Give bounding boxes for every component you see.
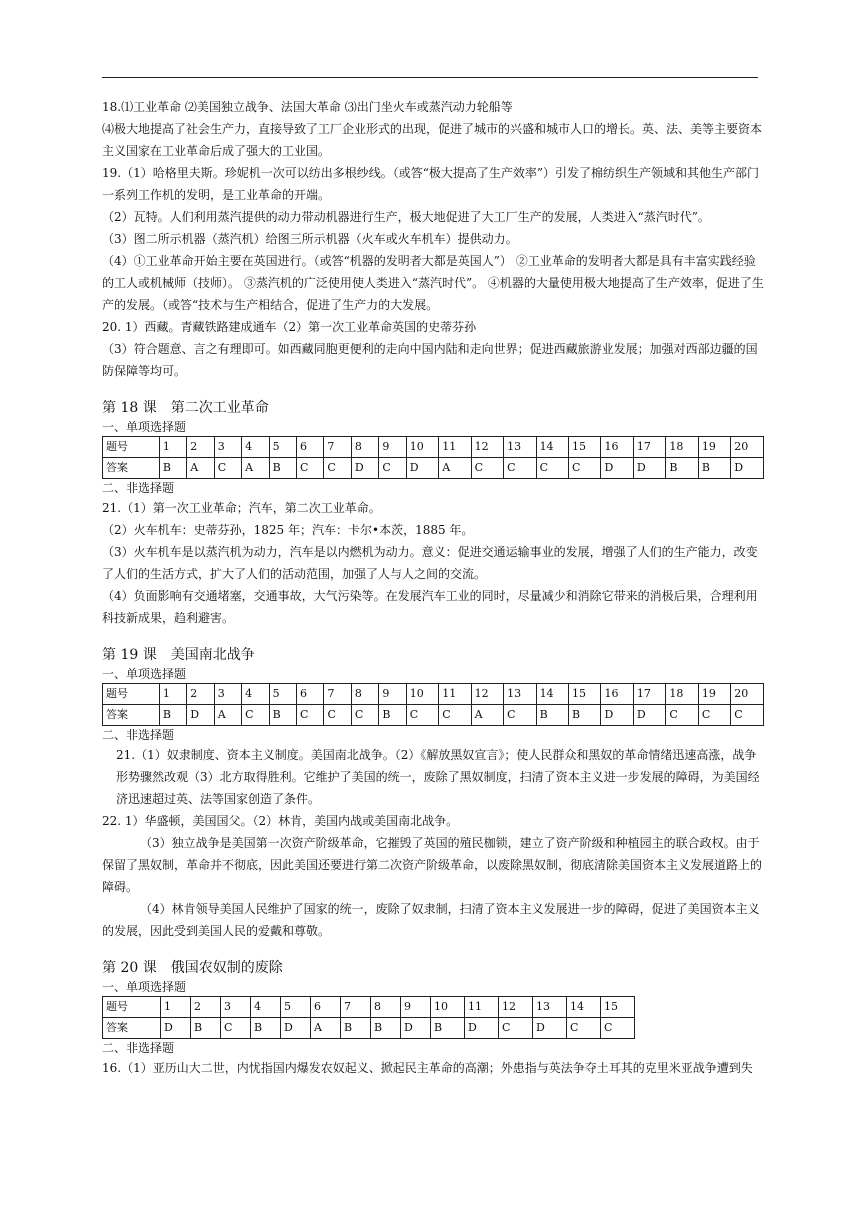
q-num: 8 <box>351 684 378 705</box>
answer-cell: A <box>471 705 503 726</box>
lesson-19-mc-title: 一、单项选择题 <box>102 667 187 681</box>
lesson-19-para-1: 21.（1）奴隶制度、资本主义制度。美国南北战争。（2）《解放黑奴宣言》；使人民群众和黑奴的革命情绪迅速高涨，战争形势骤然改观（3）北方取得胜利。它维护了美国的统一，废除了黑奴制度，扫清了资本主义进一步发展的障碍，为美国经济迅速超过英、法等国家创造了条件。 <box>116 748 760 806</box>
q-num: 6 <box>311 997 341 1018</box>
answer-cell: B <box>191 1018 221 1039</box>
row-label-question: 题号 <box>103 997 161 1018</box>
table-row-answers <box>103 705 764 726</box>
table-row-answers <box>103 458 764 479</box>
answer-cell: D <box>731 458 764 479</box>
answer-cell: B <box>341 1018 371 1039</box>
document-body <box>102 96 764 1079</box>
q19-para-2: （2）瓦特。人们利用蒸汽提供的动力带动机器进行生产，极大地促进了大工厂生产的发展，人类进入“蒸汽时代”。 <box>102 210 710 224</box>
answer-cell: C <box>297 705 324 726</box>
answer-cell: D <box>533 1018 567 1039</box>
table-row-numbers <box>103 684 764 705</box>
lesson-18-para-1: 21.（1）第一次工业革命；汽车，第二次工业革命。 <box>102 501 381 515</box>
q-num: 17 <box>633 437 665 458</box>
q-num: 13 <box>504 684 536 705</box>
q-num: 14 <box>567 997 601 1018</box>
q-num: 12 <box>471 437 503 458</box>
q-num: 11 <box>465 997 499 1018</box>
q-num: 1 <box>159 684 186 705</box>
answer-cell: D <box>351 458 378 479</box>
q-num: 10 <box>431 997 465 1018</box>
lesson-18-mc-title: 一、单项选择题 <box>102 420 187 434</box>
q-num: 12 <box>499 997 533 1018</box>
answer-cell: D <box>633 458 665 479</box>
lesson-20-answer-table <box>102 996 635 1039</box>
answer-cell: D <box>406 458 438 479</box>
answer-cell: A <box>439 458 471 479</box>
q-num: 12 <box>471 684 503 705</box>
q-num: 6 <box>297 684 324 705</box>
table-row-numbers <box>103 997 635 1018</box>
answer-cell: C <box>296 458 323 479</box>
q-num: 2 <box>187 684 214 705</box>
q-num: 3 <box>214 437 241 458</box>
answer-cell: D <box>601 705 633 726</box>
row-label-question: 题号 <box>103 437 160 458</box>
lesson-20-title: 第 20 课 俄国农奴制的废除 <box>102 960 283 976</box>
answer-cell: C <box>666 705 698 726</box>
q-num: 1 <box>161 997 191 1018</box>
answer-cell: C <box>324 458 351 479</box>
answer-cell: C <box>504 458 536 479</box>
answer-cell: C <box>221 1018 251 1039</box>
q19-para-1: 19.（1）哈格里夫斯。珍妮机一次可以纺出多根纱线。（或答“极大提高了生产效率”）引发了棉纺织生产领域和其他生产部门一系列工作机的发明，是工业革命的开端。 <box>102 166 759 202</box>
q-num: 5 <box>281 997 311 1018</box>
answer-cell: B <box>431 1018 465 1039</box>
q-num: 8 <box>371 997 401 1018</box>
q-num: 11 <box>439 684 471 705</box>
q-num: 15 <box>601 997 635 1018</box>
q-num: 20 <box>731 437 764 458</box>
lesson-19-para-2: 22. 1）华盛顿，美国国父。（2）林肯，美国内战或美国南北战争。 <box>102 814 459 828</box>
header-rule <box>102 77 758 78</box>
answer-cell: B <box>371 1018 401 1039</box>
answer-cell: C <box>379 458 406 479</box>
answer-cell: C <box>504 705 536 726</box>
q-num: 10 <box>406 437 438 458</box>
answer-cell: C <box>601 1018 635 1039</box>
q-num: 20 <box>731 684 764 705</box>
lesson-20-mc-title: 一、单项选择题 <box>102 980 187 994</box>
answer-cell: D <box>281 1018 311 1039</box>
q19-para-3: （3）图二所示机器（蒸汽机）给图三所示机器（火车或火车机车）提供动力。 <box>102 232 518 246</box>
answer-cell: B <box>698 458 730 479</box>
answer-cell: D <box>601 458 633 479</box>
q-num: 5 <box>269 437 296 458</box>
q-num: 5 <box>269 684 296 705</box>
q-num: 4 <box>251 997 281 1018</box>
answer-cell: A <box>187 458 214 479</box>
answer-cell: B <box>159 458 186 479</box>
q-num: 9 <box>401 997 431 1018</box>
lesson-18-title: 第 18 课 第二次工业革命 <box>102 400 269 416</box>
q20-para-2: （3）符合题意、言之有理即可。如西藏同胞更便利的走向中国内陆和走向世界；促进西藏旅游业发展；加强对西部边疆的国防保障等均可。 <box>102 342 758 378</box>
answer-cell: C <box>439 705 471 726</box>
q-num: 9 <box>379 684 406 705</box>
q-num: 11 <box>439 437 471 458</box>
answer-cell: D <box>401 1018 431 1039</box>
lesson-19-answer-table <box>102 683 764 726</box>
q-num: 19 <box>698 684 730 705</box>
q-num: 17 <box>633 684 665 705</box>
answer-cell: C <box>499 1018 533 1039</box>
answer-cell: C <box>214 458 241 479</box>
q-num: 14 <box>536 684 568 705</box>
answer-cell: B <box>666 458 698 479</box>
answer-cell: C <box>351 705 378 726</box>
answer-cell: B <box>269 705 296 726</box>
answer-cell: A <box>214 705 241 726</box>
answer-cell: B <box>159 705 186 726</box>
lesson-18-para-2: （2）火车机车：史蒂芬孙，1825 年；汽车：卡尔•本茨，1885 年。 <box>102 523 474 537</box>
lesson-18-para-4: （4）负面影响有交通堵塞，交通事故，大气污染等。在发展汽车工业的同时，尽量减少和消除它带来的消极后果，合理利用科技新成果，趋利避害。 <box>102 589 758 625</box>
table-row-numbers <box>103 437 764 458</box>
q-num: 18 <box>666 437 698 458</box>
answer-cell: C <box>567 1018 601 1039</box>
q-num: 3 <box>221 997 251 1018</box>
answer-cell: B <box>379 705 406 726</box>
q19-para-4: （4）①工业革命开始主要在英国进行。（或答“机器的发明者大都是英国人”） ②工业革命的发明者大都是具有丰富实践经验的工人或机械师（技师）。 ③蒸汽机的广泛使用使人类进入“蒸汽时代”。 ④机器的大量使用极大地提高了生产效率，促进了生产的发展。（或答“技术与生产相结合，促进了生产力的大发展。 <box>102 254 764 312</box>
lesson-18-answer-table <box>102 436 764 479</box>
q18-line-2: ⑷极大地提高了社会生产力，直接导致了工厂企业形式的出现，促进了城市的兴盛和城市人口的增长。英、法、美等主要资本主义国家在工业革命后成了强大的工业国。 <box>102 122 763 158</box>
answer-cell: D <box>465 1018 499 1039</box>
q-num: 4 <box>242 684 269 705</box>
answer-cell: A <box>242 458 269 479</box>
lesson-20-non-mc-title: 二、非选择题 <box>102 1041 175 1055</box>
answer-cell: C <box>731 705 764 726</box>
answer-cell: C <box>406 705 438 726</box>
answer-cell: B <box>569 705 601 726</box>
row-label-question: 题号 <box>103 684 160 705</box>
answer-cell: B <box>536 705 568 726</box>
q-num: 15 <box>569 437 601 458</box>
q-num: 7 <box>324 684 351 705</box>
lesson-19-para-4: （4）林肯领导美国人民维护了国家的统一，废除了奴隶制，扫清了资本主义发展进一步的障碍，促进了美国资本主义的发展，因此受到美国人民的爱戴和尊敬。 <box>102 902 760 938</box>
q-num: 7 <box>324 437 351 458</box>
lesson-18-non-mc-title: 二、非选择题 <box>102 481 175 495</box>
q-num: 16 <box>601 684 633 705</box>
answer-cell: C <box>536 458 568 479</box>
q-num: 7 <box>341 997 371 1018</box>
answer-cell: C <box>471 458 503 479</box>
q-num: 3 <box>214 684 241 705</box>
lesson-19-para-3: （3）独立战争是美国第一次资产阶级革命，它摧毁了英国的殖民枷锁，建立了资产阶级和种植园主的联合政权。由于保留了黑奴制，革命并不彻底，因此美国还要进行第二次资产阶级革命，以废除黑奴制，彻底清除美国资本主义发展道路上的障碍。 <box>102 836 763 894</box>
answer-cell: C <box>698 705 730 726</box>
q-num: 6 <box>296 437 323 458</box>
answer-cell: D <box>187 705 214 726</box>
q-num: 15 <box>569 684 601 705</box>
q-num: 2 <box>191 997 221 1018</box>
lesson-18-para-3: （3）火车机车是以蒸汽机为动力，汽车是以内燃机为动力。意义：促进交通运输事业的发展，增强了人们的生产能力，改变了人们的生活方式，扩大了人们的活动范围，加强了人与人之间的交流。 <box>102 545 758 581</box>
answer-cell: C <box>242 705 269 726</box>
answer-cell: C <box>569 458 601 479</box>
answer-cell: C <box>324 705 351 726</box>
answer-cell: D <box>161 1018 191 1039</box>
q-num: 1 <box>159 437 186 458</box>
answer-cell: A <box>311 1018 341 1039</box>
q-num: 4 <box>242 437 269 458</box>
q-num: 10 <box>406 684 438 705</box>
q-num: 9 <box>379 437 406 458</box>
q-num: 18 <box>666 684 698 705</box>
q18-line-1: 18.⑴工业革命 ⑵美国独立战争、法国大革命 ⑶出门坐火车或蒸汽动力轮船等 <box>102 100 513 114</box>
q-num: 14 <box>536 437 568 458</box>
q-num: 2 <box>187 437 214 458</box>
q-num: 13 <box>504 437 536 458</box>
q-num: 16 <box>601 437 633 458</box>
q-num: 13 <box>533 997 567 1018</box>
answer-cell: B <box>251 1018 281 1039</box>
lesson-19-title: 第 19 课 美国南北战争 <box>102 647 255 663</box>
row-label-answer: 答案 <box>103 705 160 726</box>
answer-cell: B <box>269 458 296 479</box>
q-num: 19 <box>698 437 730 458</box>
lesson-19-non-mc-title: 二、非选择题 <box>102 728 175 742</box>
answer-cell: D <box>633 705 665 726</box>
row-label-answer: 答案 <box>103 1018 161 1039</box>
q20-para-1: 20. 1）西藏。青藏铁路建成通车（2）第一次工业革命英国的史蒂芬孙 <box>102 320 477 334</box>
q-num: 8 <box>351 437 378 458</box>
row-label-answer: 答案 <box>103 458 160 479</box>
table-row-answers <box>103 1018 635 1039</box>
lesson-20-para-1: 16.（1）亚历山大二世，内忧指国内爆发农奴起义、掀起民主革命的高潮；外患指与英法争夺土耳其的克里米亚战争遭到失 <box>102 1061 753 1075</box>
